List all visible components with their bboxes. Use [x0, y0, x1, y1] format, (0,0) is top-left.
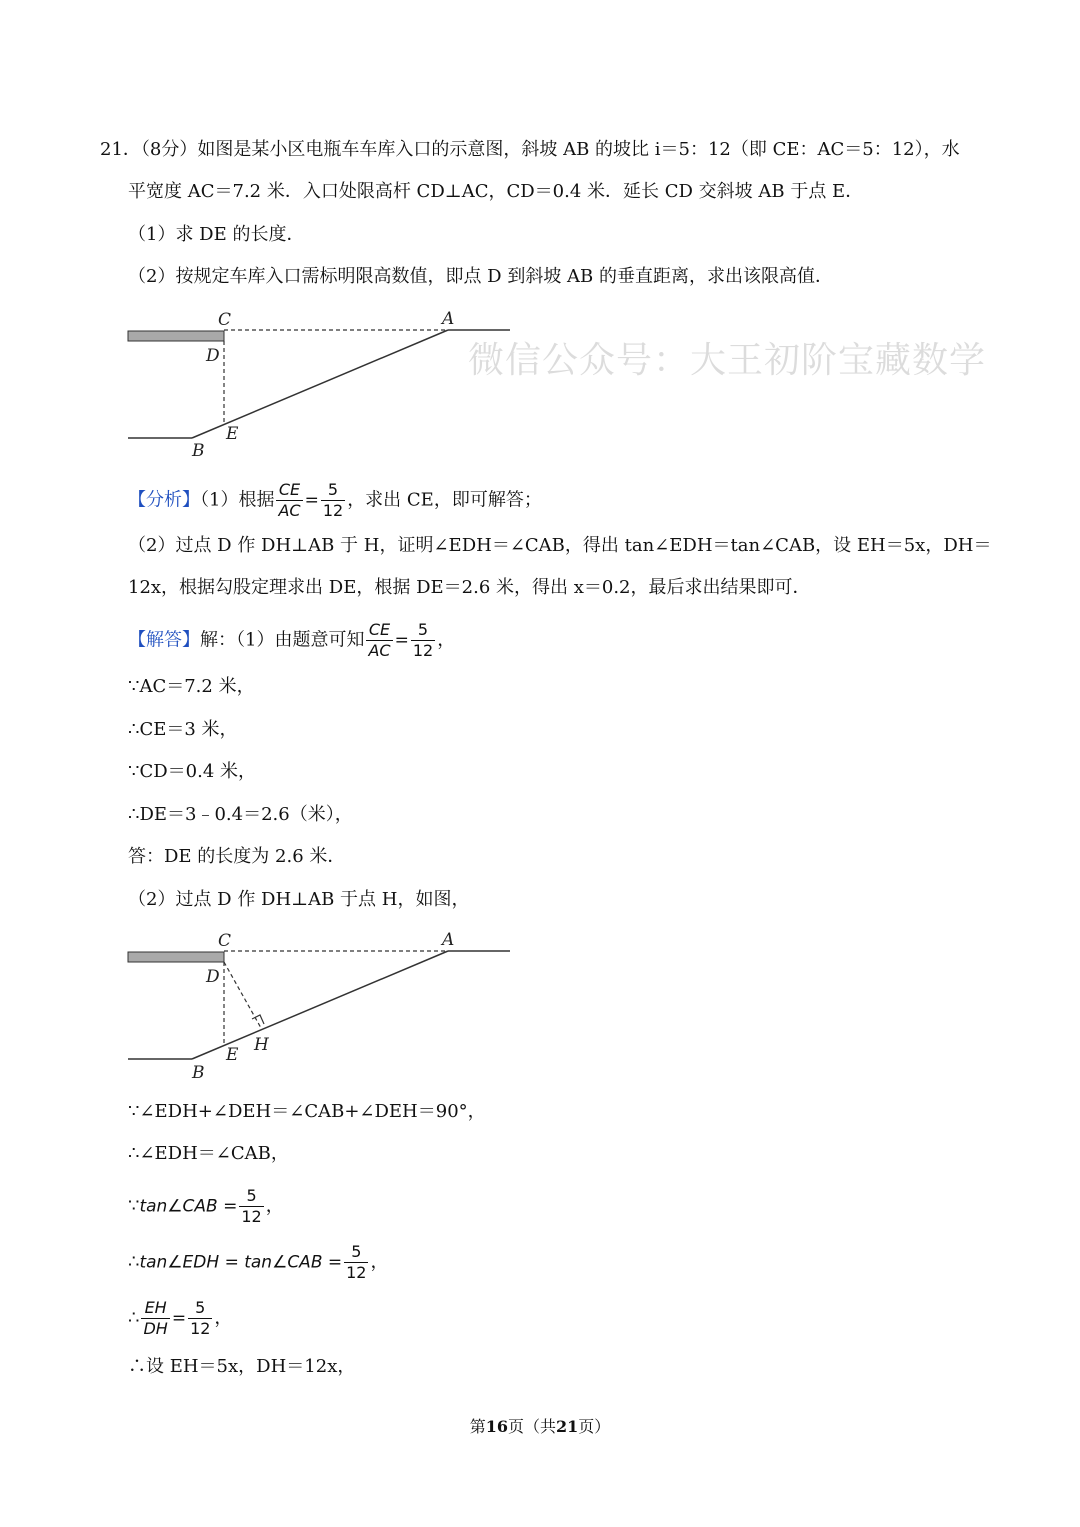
label-e-2: E: [226, 1045, 239, 1065]
solution-line-4: ∵CD＝0.4 米，: [128, 761, 257, 782]
analysis-line-3: 12x，根据勾股定理求出 DE，根据 DE＝2.6 米，得出 x＝0.2，最后求出结果即可．: [128, 577, 811, 598]
page-total: 21: [556, 1417, 579, 1436]
question-line-1: 21．（8分）如图是某小区电瓶车车库入口的示意图，斜坡 AB 的坡比 i＝5：12（即 CE：AC＝5：12），水: [100, 139, 960, 160]
right-angle-mark: [252, 1015, 264, 1024]
fraction-5-12-5: $\frac{5}{12}$: [190, 1298, 211, 1338]
label-a-2: A: [442, 930, 455, 950]
question-line-2: 平宽度 AC＝7.2 米．入口处限高杆 CD⊥AC，CD＝0.4 米．延长 CD 交斜坡 AB 于点 E．: [128, 181, 864, 202]
slope-diagram-1: [120, 305, 520, 465]
fraction-5-12-2: $\frac{5}{12}$: [412, 620, 434, 660]
solution-line-11: ∴tan∠EDH = tan∠CAB = $\frac{5}{12}$ ，: [128, 1242, 389, 1282]
analysis-tag: 【分析】: [128, 489, 200, 511]
solution-line-5: ∴DE＝3﹣0.4＝2.6（米），: [128, 804, 353, 825]
label-e: E: [226, 424, 239, 444]
label-b-2: B: [192, 1063, 205, 1083]
slope-ab-line: [192, 330, 448, 438]
question-part-1: （1）求 DE 的长度．: [128, 224, 305, 245]
fraction-5-12-3: $\frac{5}{12}$: [241, 1186, 262, 1226]
solution-line-1: 【解答】解：（1）由题意可知 $\frac{CE}{AC}$ = $\frac{5}{12}$ ，: [128, 620, 456, 660]
fraction-5-12-4: $\frac{5}{12}$: [346, 1242, 367, 1282]
fraction-eh-dh: $\frac{EH}{DH}$: [143, 1298, 168, 1338]
solution-tag: 【解答】: [128, 629, 200, 651]
watermark: 微信公众号：大王初阶宝藏数学: [468, 340, 987, 381]
slope-diagram-2: [120, 928, 520, 1083]
solution-line-8: ∵∠EDH+∠DEH＝∠CAB+∠DEH＝90°，: [128, 1101, 486, 1122]
barrier-bar: [128, 331, 224, 341]
label-c: C: [218, 310, 232, 330]
label-d: D: [206, 346, 220, 366]
solution-line-9: ∴∠EDH＝∠CAB，: [128, 1143, 289, 1164]
label-c-2: C: [218, 931, 232, 951]
solution-line-2: ∵AC＝7.2 米，: [128, 676, 255, 697]
fraction-ce-ac-2: $\frac{CE}{AC}$: [368, 620, 391, 660]
analysis-line-1: 【分析】（1）根据 $\frac{CE}{AC}$ = $\frac{5}{12}$ ，求出 CE，即可解答；: [128, 480, 542, 520]
fraction-ce-ac: $\frac{CE}{AC}$: [278, 480, 301, 520]
dh-dashed-line: [224, 962, 261, 1028]
page-number: 16: [485, 1417, 508, 1436]
label-a: A: [442, 309, 455, 329]
label-h-2: H: [254, 1035, 269, 1055]
analysis-text: （1）根据: [200, 489, 275, 511]
solution-line-6: 答：DE 的长度为 2.6 米．: [128, 846, 346, 867]
solution-line-3: ∴CE＝3 米，: [128, 719, 238, 740]
barrier-bar-2: [128, 952, 224, 962]
analysis-line-2: （2）过点 D 作 DH⊥AB 于 H，证明∠EDH＝∠CAB，得出 tan∠EDH＝tan∠CAB，设 EH＝5x，DH＝: [128, 535, 992, 556]
fraction-5-12: $\frac{5}{12}$: [322, 480, 344, 520]
question-part-2: （2）按规定车库入口需标明限高数值，即点 D 到斜坡 AB 的垂直距离，求出该限高值．: [128, 266, 833, 287]
solution-line-13: ∴设 EH＝5x，DH＝12x，: [128, 1356, 356, 1377]
label-b: B: [192, 441, 205, 461]
analysis-text-after: ，求出 CE，即可解答；: [347, 489, 542, 511]
solution-line-12: ∴ $\frac{EH}{DH}$ = $\frac{5}{12}$ ，: [128, 1298, 233, 1338]
page-footer: 第16页（共21页）: [469, 1417, 611, 1436]
solution-line-7: （2）过点 D 作 DH⊥AB 于点 H，如图，: [128, 889, 470, 910]
solution-line-10: ∵tan∠CAB = $\frac{5}{12}$ ，: [128, 1186, 284, 1226]
slope-ab-line-2: [192, 951, 448, 1059]
label-d-2: D: [206, 967, 220, 987]
